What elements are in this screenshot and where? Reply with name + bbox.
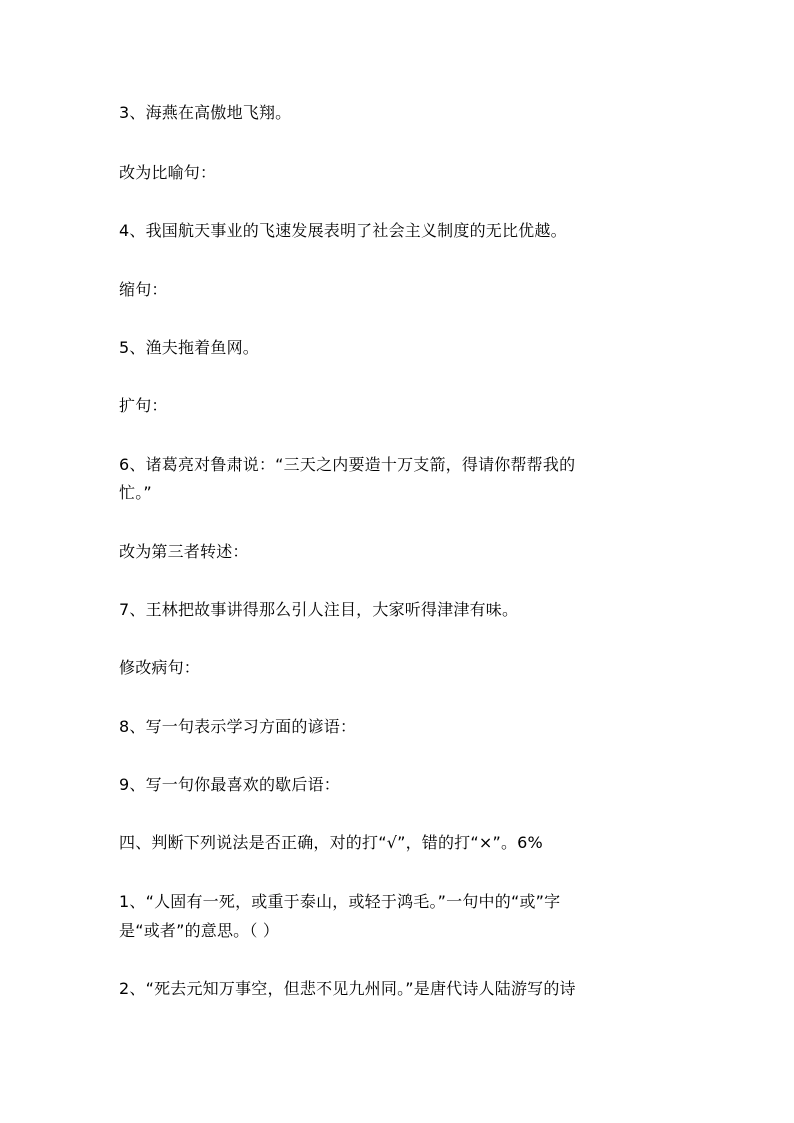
instruction-reported-speech: 改为第三者转述：	[119, 542, 249, 561]
question-3-text: 3、海燕在高傲地飞翔。	[119, 103, 292, 122]
question-4-text: 4、我国航天事业的飞速发展表明了社会主义制度的无比优越。	[119, 221, 567, 240]
instruction-expand: 扩句：	[119, 396, 168, 415]
instruction-metaphor: 改为比喻句：	[119, 163, 217, 182]
instruction-shorten: 缩句：	[119, 280, 168, 299]
question-6-text: 6、诸葛亮对鲁肃说：“三天之内要造十万支箭，得请你帮帮我的	[119, 455, 576, 474]
question-6-continuation: 忙。”	[119, 483, 152, 502]
question-9-text: 9、写一句你最喜欢的歇后语：	[119, 775, 340, 794]
judgment-2-text: 2、“死去元知万事空，但悲不见九州同。”是唐代诗人陆游写的诗	[119, 979, 576, 998]
judgment-1-text: 1、“人固有一死，或重于泰山，或轻于鸿毛。”一句中的“或”字	[119, 892, 561, 911]
judgment-1-continuation: 是“或者”的意思。（ ）	[119, 921, 280, 940]
question-7-text: 7、王林把故事讲得那么引人注目，大家听得津津有味。	[119, 600, 519, 619]
section-4-heading: 四、判断下列说法是否正确，对的打“√”，错的打“×”。6%	[119, 833, 543, 852]
question-8-text: 8、写一句表示学习方面的谚语：	[119, 717, 357, 736]
question-5-text: 5、渔夫拖着鱼网。	[119, 338, 259, 357]
instruction-correct-sentence: 修改病句：	[119, 658, 201, 677]
